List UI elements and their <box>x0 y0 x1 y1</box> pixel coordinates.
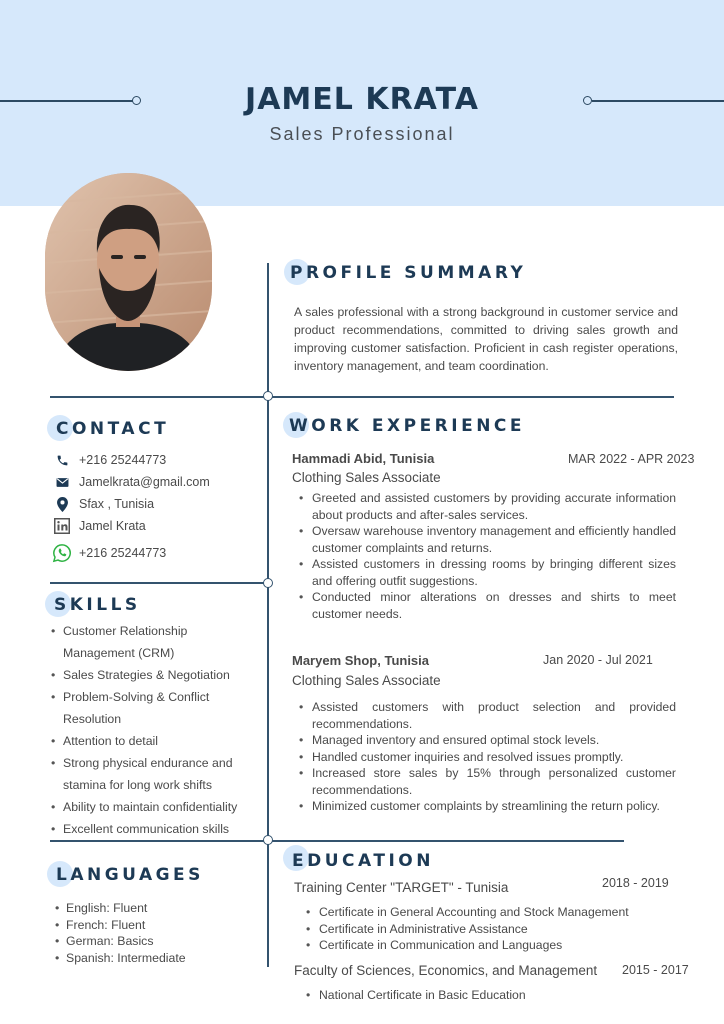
list-item: • Assisted customers in dressing rooms by bringing different sizes and offering outfit suggestions. <box>298 556 676 589</box>
job-role: Clothing Sales Associate <box>292 673 441 688</box>
profile-summary-title: PROFILE SUMMARY <box>290 263 527 283</box>
list-item: • Managed inventory and ensured optimal stock levels. <box>298 732 676 749</box>
job-bullets <box>298 699 676 815</box>
divider-contact-skills <box>50 582 268 584</box>
list-item: • Certificate in Communication and Languages <box>305 937 629 954</box>
job-bullets <box>298 490 676 622</box>
list-item: • Attention to detail <box>50 730 262 752</box>
work-experience-title: WORK EXPERIENCE <box>289 416 526 436</box>
email-icon <box>52 477 72 488</box>
education-school: Training Center "TARGET" - Tunisia <box>294 880 509 895</box>
phone-icon <box>52 454 72 467</box>
location-pin-icon <box>52 497 72 512</box>
divider-bottom <box>50 840 624 842</box>
job-company: Hammadi Abid, Tunisia <box>292 451 435 466</box>
languages-list <box>55 900 186 966</box>
list-item: • Increased store sales by 15% through personalized customer recommendations. <box>298 765 676 798</box>
list-item: • Assisted customers with product selection and provided recommendations. <box>298 699 676 732</box>
contact-phone-value: +216 25244773 <box>79 453 167 467</box>
list-item: • French: Fluent <box>55 917 186 934</box>
list-item: • Oversaw warehouse inventory management and efficiently handled customer complaints and returns. <box>298 523 676 556</box>
list-item: • Greeted and assisted customers by providing accurate information about products and after-sales services. <box>298 490 676 523</box>
divider-top <box>50 396 674 398</box>
skills-title: SKILLS <box>54 595 141 615</box>
list-item: • Certificate in General Accounting and Stock Management <box>305 904 629 921</box>
list-item: • Problem-Solving & Conflict Resolution <box>50 686 262 730</box>
profile-summary-text: A sales professional with a strong background in customer service and product recommendations, committed to driving sales growth and improving customer satisfaction. Proficient in cash register operations, inventory management, and team coordination. <box>294 305 678 373</box>
list-item: • Customer Relationship Management (CRM) <box>50 620 262 664</box>
education-bullets <box>305 987 526 1004</box>
list-item: • Ability to maintain confidentiality <box>50 796 262 818</box>
profile-photo <box>45 173 212 371</box>
timeline-vertical-line <box>267 263 269 967</box>
list-item: • English: Fluent <box>55 900 186 917</box>
list-item: • Minimized customer complaints by streamlining the return policy. <box>298 798 676 815</box>
education-title: EDUCATION <box>292 851 434 871</box>
candidate-role: Sales Professional <box>269 124 455 144</box>
whatsapp-icon <box>52 543 72 563</box>
timeline-node <box>263 578 273 588</box>
contact-linkedin[interactable] <box>52 516 146 536</box>
contact-location-value: Sfax , Tunisia <box>79 497 155 511</box>
education-dates: 2015 - 2017 <box>622 963 689 977</box>
skills-list <box>50 620 262 840</box>
timeline-node <box>263 391 273 401</box>
education-bullets <box>305 904 629 954</box>
list-item: • German: Basics <box>55 933 186 950</box>
candidate-name: JAMEL KRATA <box>245 82 479 117</box>
list-item: • Sales Strategies & Negotiation <box>50 664 262 686</box>
job-role: Clothing Sales Associate <box>292 470 441 485</box>
job-company: Maryem Shop, Tunisia <box>292 653 430 668</box>
list-item: • Spanish: Intermediate <box>55 950 186 967</box>
list-item: • Strong physical endurance and stamina for long work shifts <box>50 752 262 796</box>
contact-whatsapp[interactable] <box>52 543 166 563</box>
list-item: • Certificate in Administrative Assistance <box>305 921 629 938</box>
contact-title: CONTACT <box>56 419 170 439</box>
list-item: • Excellent communication skills <box>50 818 262 840</box>
languages-title: LANGUAGES <box>56 865 204 885</box>
timeline-node <box>263 835 273 845</box>
job-dates: Jan 2020 - Jul 2021 <box>543 653 653 667</box>
list-item: • National Certificate in Basic Education <box>305 987 526 1004</box>
job-dates: MAR 2022 - APR 2023 <box>568 452 695 466</box>
contact-email[interactable] <box>52 472 210 492</box>
contact-phone[interactable] <box>52 450 166 470</box>
contact-email-value: Jamelkrata@gmail.com <box>79 475 210 489</box>
contact-location <box>52 494 154 514</box>
contact-whatsapp-value: +216 25244773 <box>79 546 167 560</box>
education-school: Faculty of Sciences, Economics, and Management <box>294 963 598 978</box>
list-item: • Conducted minor alterations on dresses and shirts to meet customer needs. <box>298 589 676 622</box>
list-item: • Handled customer inquiries and resolved issues promptly. <box>298 749 676 766</box>
education-dates: 2018 - 2019 <box>602 876 669 890</box>
contact-linkedin-value: Jamel Krata <box>79 519 146 533</box>
linkedin-icon <box>52 518 72 534</box>
